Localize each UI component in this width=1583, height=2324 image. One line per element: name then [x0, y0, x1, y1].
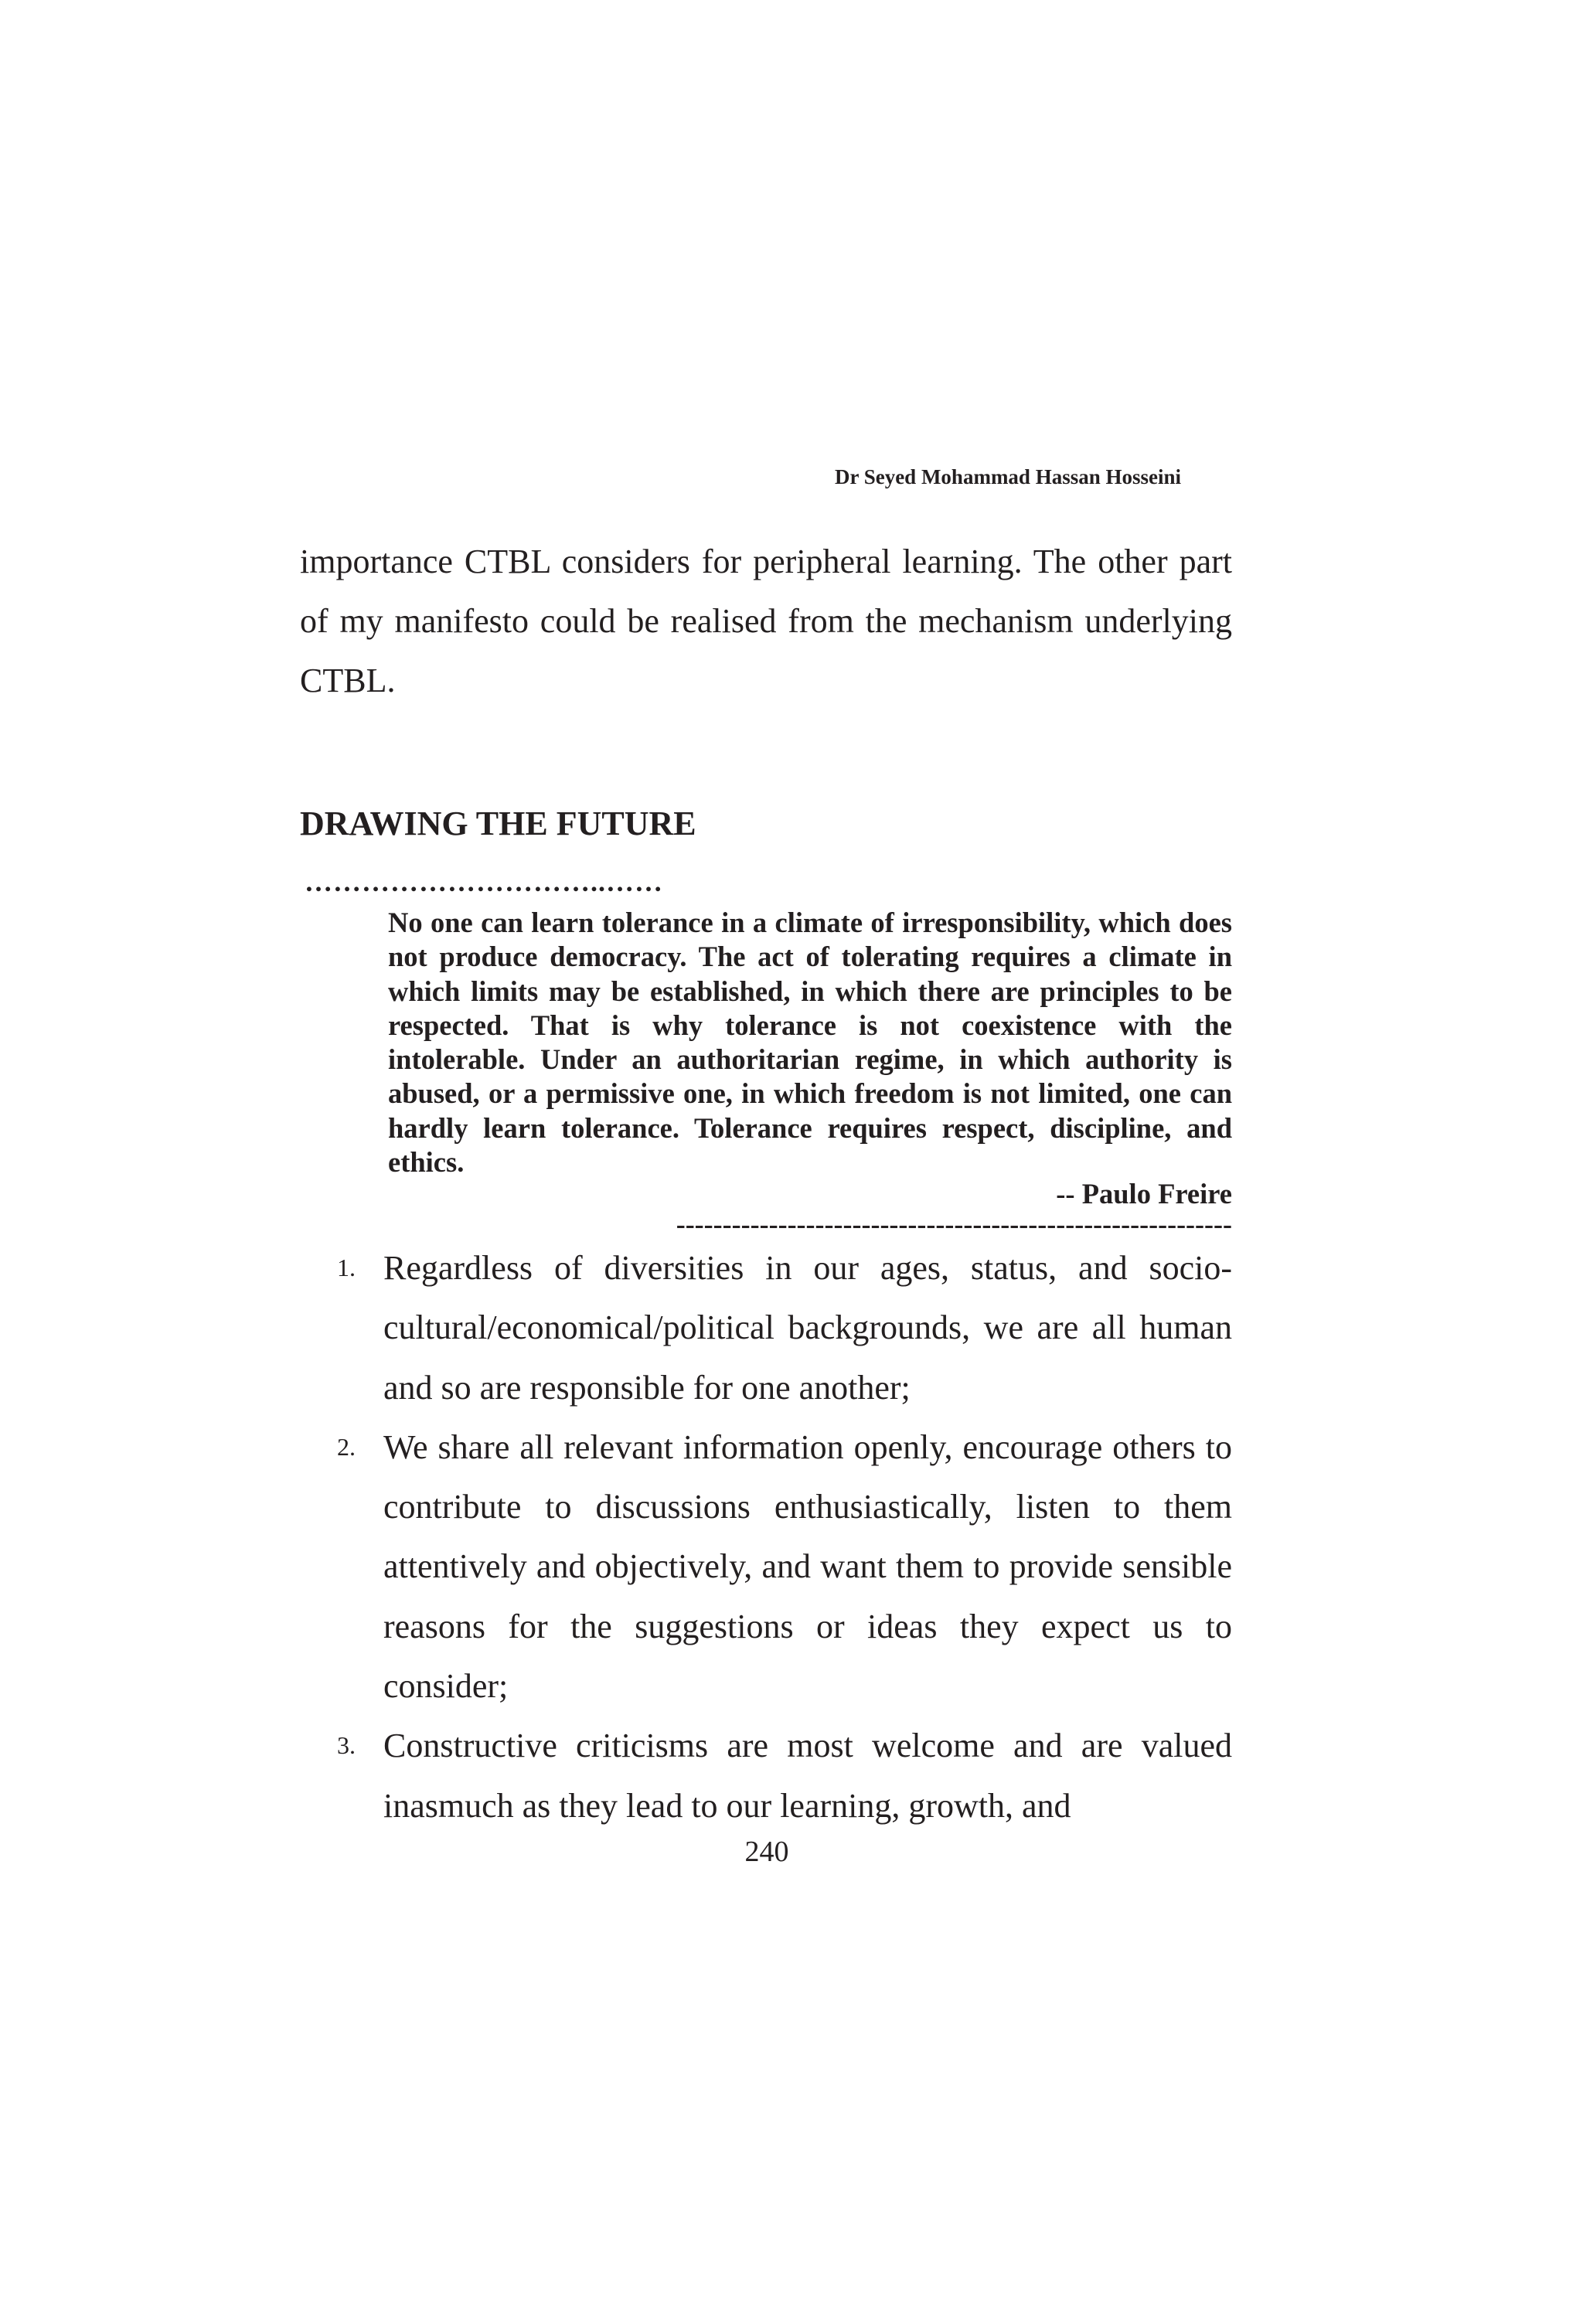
epigraph-attribution: -- Paulo Freire: [1056, 1178, 1232, 1210]
intro-paragraph: importance CTBL considers for peripheral learning. The other part of my manifesto could be realised from the mechanism underlying CTBL.: [300, 543, 1232, 699]
running-header-author: Dr Seyed Mohammad Hassan Hosseini: [834, 465, 1181, 488]
list-item: [0, 1417, 1232, 1716]
section-heading: DRAWING THE FUTURE: [300, 805, 696, 842]
dashed-separator: ------------------------------------------------------------: [676, 1209, 1232, 1233]
dotted-separator: …………………………..……: [305, 866, 663, 897]
list-item-text: Constructive criticisms are most welcome and are valued inasmuch as they lead to our learning, growth, and: [383, 1727, 1232, 1825]
epigraph-quote: No one can learn tolerance in a climate of irresponsibility, which does not produce democracy. The act of tolerating requires a climate in which limits may be established, in which there are principles to be respected. That is why tolerance is not coexistence with the intolerable. Under an authoritarian regime, in which authority is abused, or a permissive one, in which freedom is not limited, one can hardly learn tolerance. Tolerance requires respect, discipline, and ethics.: [388, 907, 1232, 1179]
list-item-text: Regardless of diversities in our ages, status, and socio-cultural/economical/political backgrounds, we are all human and so are responsible for one another;: [383, 1249, 1232, 1407]
list-item: [0, 1716, 1232, 1836]
list-item: [0, 1238, 1232, 1417]
list-item-number: 2.: [337, 1432, 356, 1461]
list-item-number: 1.: [337, 1254, 356, 1281]
list-item-text: We share all relevant information openly, encourage others to contribute to discussions enthusiastically, listen to them attentively and objectively, and want them to provide sensible reasons for the suggestions or ideas they expect us to consider;: [383, 1427, 1232, 1706]
page-number: 240: [744, 1836, 789, 1868]
principles-list: [0, 1238, 1232, 1836]
list-item-number: 3.: [337, 1731, 356, 1760]
